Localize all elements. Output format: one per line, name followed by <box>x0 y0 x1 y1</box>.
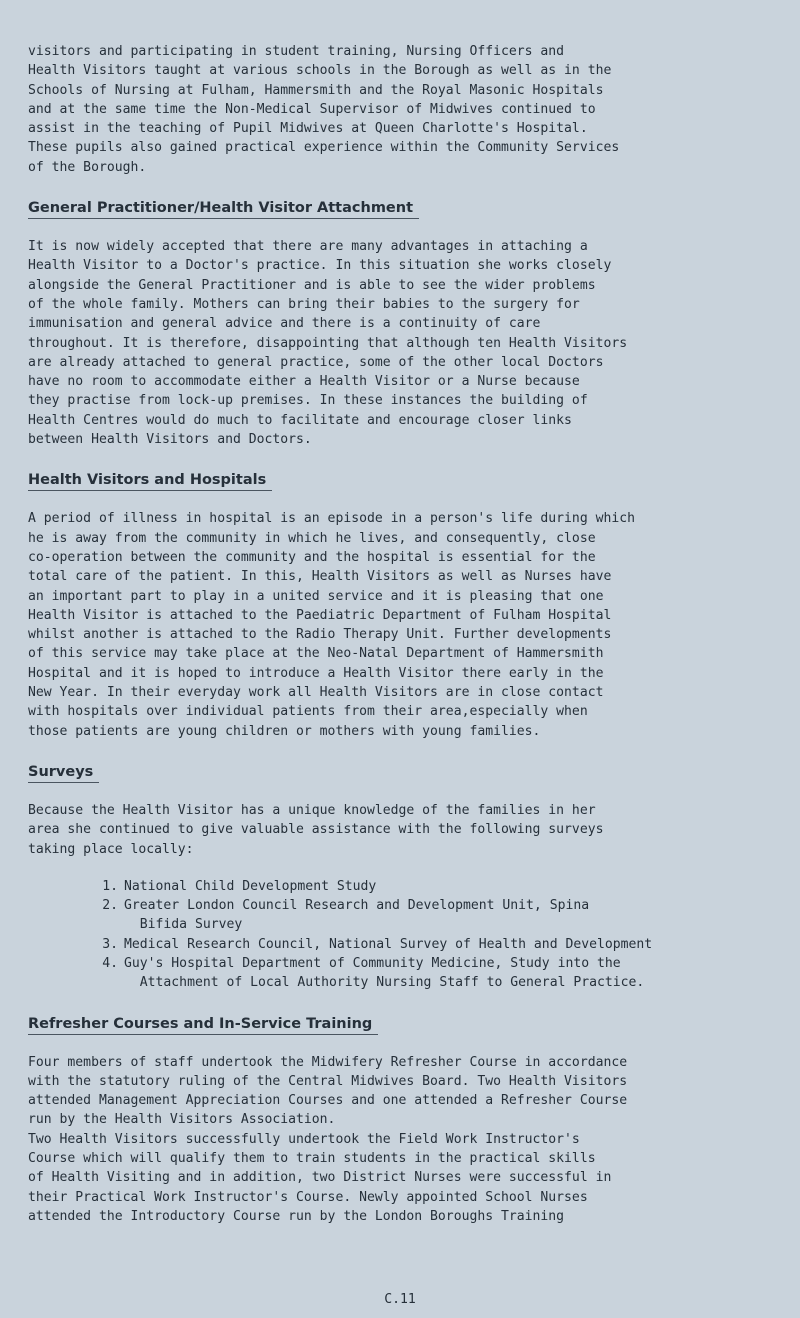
list-item-number: 1. <box>102 878 118 894</box>
gp-attachment-heading: General Practitioner/Health Visitor Attachment <box>28 198 419 219</box>
refresher-heading: Refresher Courses and In-Service Training <box>28 1014 378 1035</box>
list-item <box>88 954 782 993</box>
surveys-heading: Surveys <box>28 762 99 783</box>
list-item-number: 4. <box>102 955 118 971</box>
surveys-paragraph: Because the Health Visitor has a unique knowledge of the families in her area she continued to give valuable assistance with the following surveys taking place locally: <box>28 802 604 857</box>
refresher-paragraph: Four members of staff undertook the Midwifery Refresher Course in accordance with the statutory ruling of the Central Midwives Board. Two Health Visitors attended Management Appreciation Courses and one attended a Refresher Course run by the Health Visitors Association. Two Health Visitors successfully undertook the Field Work Instructor's Course which will qualify them to train students in the practical skills of Health Visiting and in addition, two District Nurses were successful in their Practical Work Instructor's Course. Newly appointed School Nurses attended the Introductory Course run by the London Boroughs Training <box>28 1054 628 1224</box>
list-item <box>88 935 782 954</box>
gp-attachment-paragraph: It is now widely accepted that there are many advantages in attaching a Health Visitor to a Doctor's practice. In this situation she works closely alongside the General Practitioner and is able to see the wider problems of the whole family. Mothers can bring their babies to the surgery for immunisation and general advice and there is a continuity of care throughout. It is therefore, disappointing that although ten Health Visitors are already attached to general practice, some of the other local Doctors have no room to accommodate either a Health Visitor or a Nurse because they practise from lock-up premises. In these instances the building of Health Centres would do much to facilitate and encourage closer links between Health Visitors and Doctors. <box>28 239 628 448</box>
intro-paragraph: visitors and participating in student training, Nursing Officers and Health Visitors taught at various schools in the Borough as well as in the Schools of Nursing at Fulham, Hammersmith and the Royal Masonic Hospitals and at the same time the Non-Medical Supervisor of Midwives continued to assist in the teaching of Pupil Midwives at Queen Charlotte's Hospital. These pupils also gained practical experience within the Community Services of the Borough. <box>28 44 620 175</box>
hospitals-heading: Health Visitors and Hospitals <box>28 470 272 491</box>
surveys-list <box>28 877 782 993</box>
list-item-text: Guy's Hospital Department of Community Medicine, Study into the Attachment of Local Authority Nursing Staff to General Practice. <box>124 955 645 991</box>
list-item-text: Greater London Council Research and Development Unit, Spina Bifida Survey <box>124 898 590 933</box>
list-item <box>88 877 782 896</box>
list-item-number: 3. <box>102 936 118 952</box>
list-item-number: 2. <box>102 898 118 914</box>
page-number: C.11 <box>384 1292 416 1307</box>
list-item <box>88 896 782 935</box>
hospitals-paragraph: A period of illness in hospital is an episode in a person's life during which he is away from the community in which he lives, and consequently, close co-operation between the community and the hospital is essential for the total care of the patient. In this, Health Visitors as well as Nurses have an important part to play in a united service and it is pleasing that one Health Visitor is attached to the Paediatric Department of Fulham Hospital whilst another is attached to the Radio Therapy Unit. Further developments of this service may take place at the Neo-Natal Department of Hammersmith Hospital and it is hoped to introduce a Health Visitor there early in the New Year. In their everyday work all Health Visitors are in close contact with hospitals over individual patients from their area,especially when those patients are young children or mothers with young families. <box>28 511 635 739</box>
list-item-text: National Child Development Study <box>124 878 377 894</box>
list-item-text: Medical Research Council, National Survey of Health and Development <box>124 936 653 952</box>
